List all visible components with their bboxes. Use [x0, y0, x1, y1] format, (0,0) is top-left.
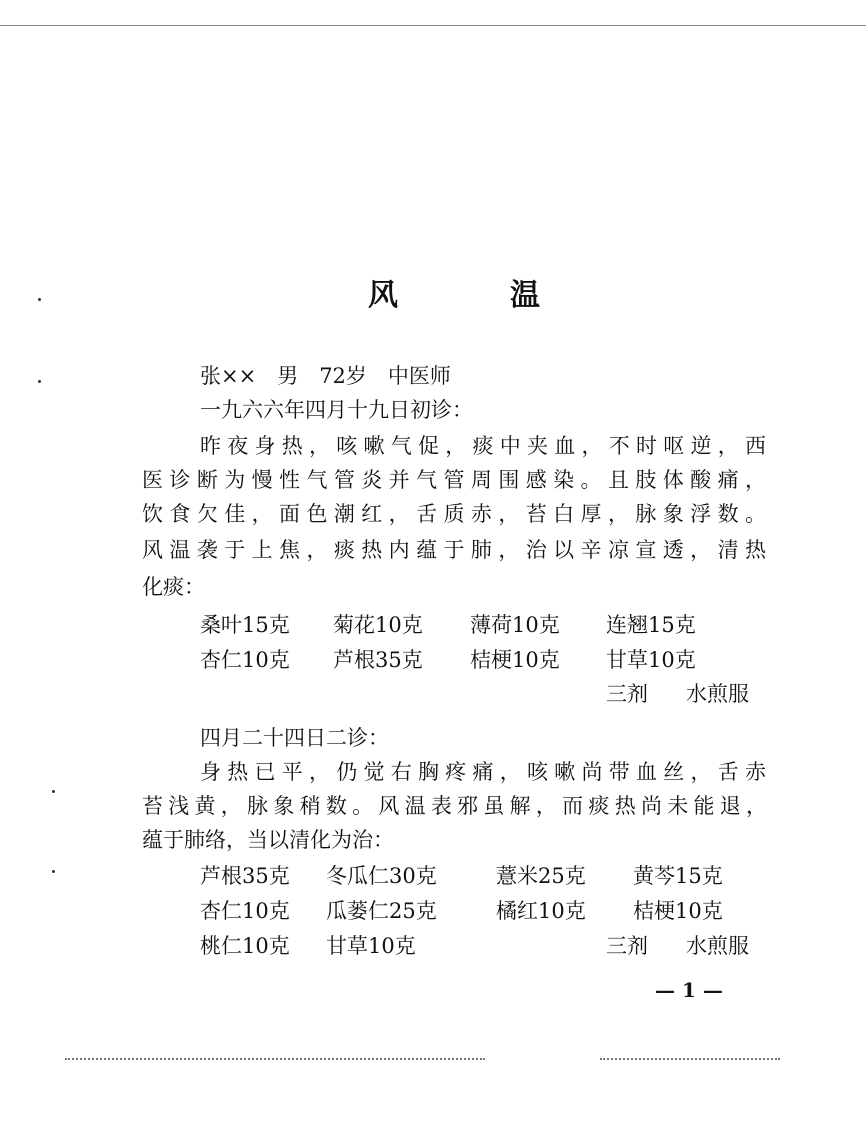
herb: 菊花10克 — [333, 613, 423, 637]
herb: 瓜蒌仁25克 — [326, 899, 437, 923]
visit2-heading: 四月二十四日二诊： — [200, 726, 389, 750]
scan-speck — [38, 298, 41, 301]
scan-noise — [65, 1058, 485, 1062]
scan-speck — [38, 380, 41, 383]
patient-info: 张×× 男 72岁 中医师 — [200, 364, 451, 388]
herb: 杏仁10克 — [200, 648, 290, 672]
dosage-method: 水煎服 — [686, 682, 749, 706]
visit1-line: 昨夜身热，咳嗽气促，痰中夹血，不时呕逆，西 — [200, 434, 766, 458]
herb: 连翘15克 — [606, 613, 696, 637]
herb: 橘红10克 — [496, 899, 586, 923]
scan-speck — [52, 790, 55, 793]
herb: 桃仁10克 — [200, 934, 290, 958]
title-char-1: 风 — [368, 278, 398, 313]
visit1-line: 饮食欠佳，面色潮红，舌质赤，苔白厚，脉象浮数。 — [142, 502, 766, 526]
page-number: — 1 — — [655, 978, 723, 1002]
herb: 甘草10克 — [326, 934, 416, 958]
visit2-line: 身热已平，仍觉右胸疼痛，咳嗽尚带血丝，舌赤 — [200, 760, 766, 784]
scan-speck — [52, 870, 55, 873]
visit1-line: 医诊断为慢性气管炎并气管周围感染。且肢体酸痛， — [142, 468, 766, 492]
visit1-line: 化痰： — [142, 575, 205, 599]
title-char-2: 温 — [510, 278, 540, 313]
dosage-count: 三剂 — [606, 934, 648, 958]
dosage-method: 水煎服 — [686, 934, 749, 958]
herb: 桑叶15克 — [200, 613, 290, 637]
herb: 芦根35克 — [333, 648, 423, 672]
dosage-count: 三剂 — [606, 682, 648, 706]
herb: 甘草10克 — [606, 648, 696, 672]
herb: 黄芩15克 — [633, 864, 723, 888]
herb: 杏仁10克 — [200, 899, 290, 923]
visit2-line: 蕴于肺络，当以清化为治： — [142, 828, 394, 852]
herb: 芦根35克 — [200, 864, 290, 888]
visit1-heading: 一九六六年四月十九日初诊： — [200, 398, 473, 422]
herb: 冬瓜仁30克 — [326, 864, 437, 888]
herb: 薄荷10克 — [470, 613, 560, 637]
visit2-line: 苔浅黄，脉象稍数。风温表邪虽解，而痰热尚未能退， — [142, 794, 766, 818]
scan-noise — [600, 1058, 780, 1062]
top-rule — [0, 25, 866, 26]
herb: 桔梗10克 — [470, 648, 560, 672]
visit1-line: 风温袭于上焦，痰热内蕴于肺，治以辛凉宣透，清热 — [142, 538, 766, 562]
herb: 薏米25克 — [496, 864, 586, 888]
herb: 桔梗10克 — [633, 899, 723, 923]
